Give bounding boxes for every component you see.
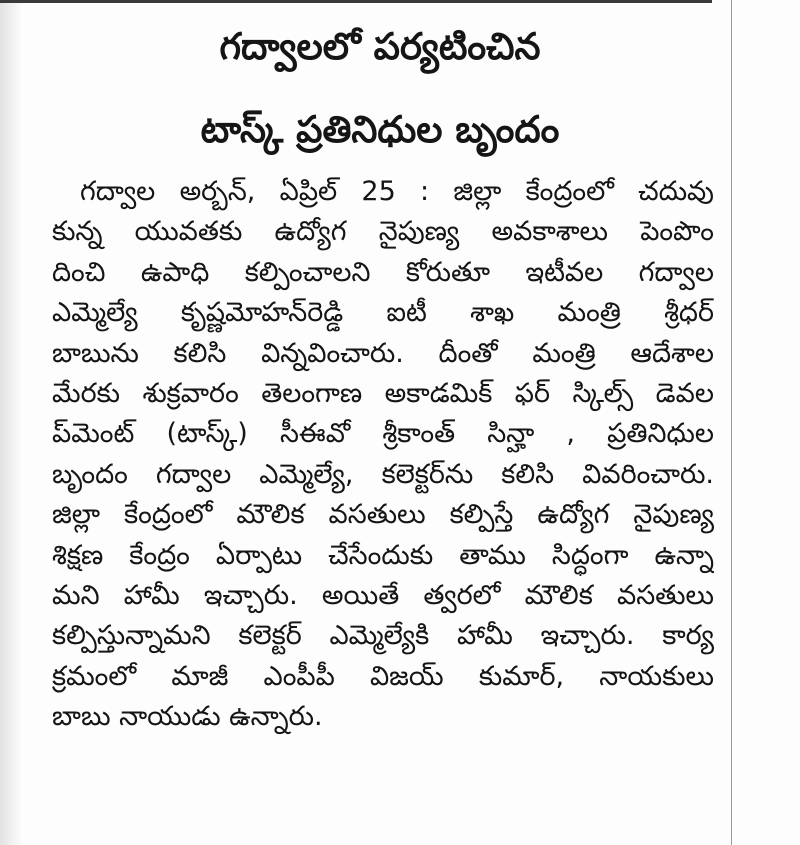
body-line: ఎమ్మెల్యే కృష్ణమోహన్‌రెడ్డి ఐటీ శాఖ మంత్రి శ్రీధర్ — [52, 297, 714, 329]
body-line: దించి ఉపాధి కల్పించాలని కోరుతూ ఇటీవల గద్వాల — [52, 256, 714, 288]
headline-line-2: టాస్క్ ప్రతినిధుల బృందం — [200, 108, 560, 151]
body-line: కల్పిస్తున్నామని కలెక్టర్ ఎమ్మెల్యేకి హామీ ఇచ్చారు. కార్య — [52, 620, 714, 652]
body-line: బాబును కలిసి విన్నవించారు. దీంతో మంత్రి ఆదేశాల — [52, 337, 714, 369]
article-body — [52, 172, 714, 737]
headline-line-1: గద్వాలలో పర్యటించిన — [219, 25, 541, 68]
page-edge-shadow — [0, 0, 22, 845]
body-line: శిక్షణ కేంద్రం ఏర్పాటు చేసేందుకు తాము సిద్ధంగా ఉన్నా — [52, 539, 714, 571]
body-line: మని హామీ ఇచ్చారు. అయితే త్వరలో మౌలిక వసతులు — [52, 579, 714, 611]
column-divider — [731, 0, 732, 845]
body-line: కున్న యువతకు ఉద్యోగ నైపుణ్య అవకాశాలు పెంపొం — [52, 216, 714, 248]
body-line: బాబు నాయుడు ఉన్నారు. — [52, 701, 323, 733]
body-line: క్రమంలో మాజీ ఎంపీపీ విజయ్ కుమార్, నాయకులు — [52, 660, 714, 692]
body-line: గద్వాల అర్బన్, ఏప్రిల్ 25 : జిల్లా కేంద్రంలో చదువు — [80, 176, 714, 207]
top-divider — [0, 0, 712, 3]
body-line: జిల్లా కేంద్రంలో మౌలిక వసతులు కల్పిస్తే ఉద్యోగ నైపుణ్య — [52, 499, 714, 531]
body-line: మేరకు శుక్రవారం తెలంగాణ అకాడమిక్ ఫర్ స్కిల్స్ డెవల — [52, 377, 714, 409]
body-line: బృందం గద్వాల ఎమ్మెల్యే, కలెక్టర్‌ను కలిసి వివరించారు. — [52, 458, 714, 490]
body-line: ప్‌మెంట్ (టాస్క్) సీఈవో శ్రీకాంత్ సిన్హా , ప్రతినిధుల — [52, 418, 714, 450]
